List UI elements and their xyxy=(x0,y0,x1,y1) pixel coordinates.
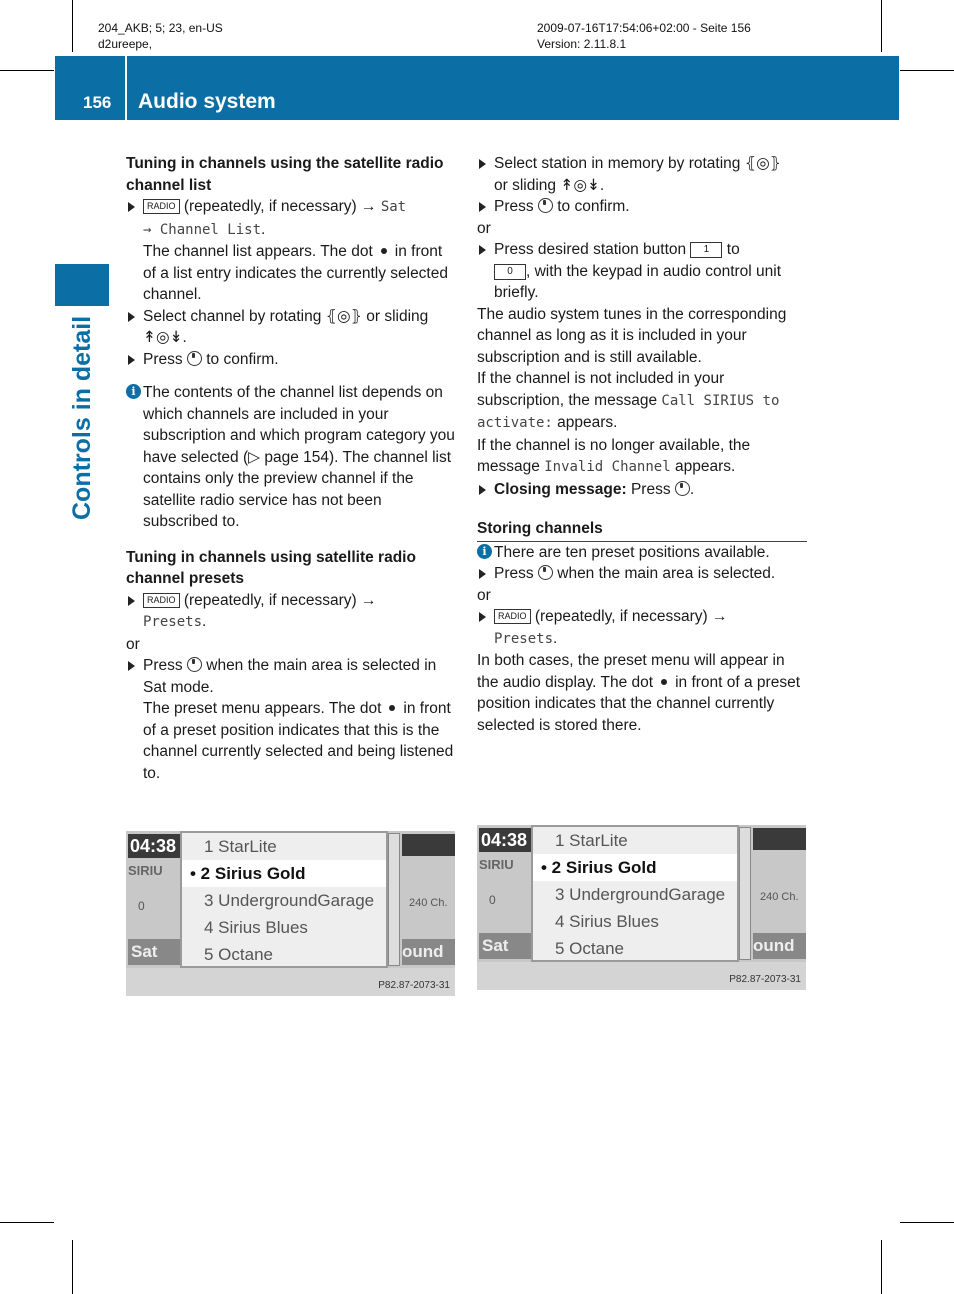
paragraph: In both cases, the preset menu will appear in the audio display. The dot in front of a preset position indicates that the channel currently selected is stored there. xyxy=(477,652,801,734)
preset-list xyxy=(180,831,388,968)
heading-storing: Storing channels xyxy=(477,518,807,542)
knob-press-icon xyxy=(675,481,690,496)
print-meta-left: 204_AKB; 5; 23, en-US d2ureepe, xyxy=(98,21,223,51)
station-key-0: 0 xyxy=(494,264,526,280)
paragraph: The audio system tunes in the corresponding channel as long as it is included in your subscription and is still available. xyxy=(477,305,787,366)
sidebar-label: Controls in detail xyxy=(68,315,96,520)
screen-zero: 0 xyxy=(489,893,496,907)
scrollbar xyxy=(388,833,400,966)
step: RADIO (repeatedly, if necessary) → Presets. xyxy=(477,606,807,650)
step: RADIO (repeatedly, if necessary) → Sat → Channel List. xyxy=(126,196,456,241)
preset-item: 4 Sirius Blues xyxy=(555,912,659,931)
step: Select channel by rotating ⦃◎⦄ or sliding ↟◎↡. xyxy=(126,306,456,349)
preset-item-selected: • 2 Sirius Gold xyxy=(182,860,386,887)
screen-sirius-label: SIRIU xyxy=(479,857,514,872)
crop-mark xyxy=(72,0,73,52)
preset-item: 4 Sirius Blues xyxy=(204,918,308,937)
step: Closing message: Press . xyxy=(477,479,807,501)
crop-mark xyxy=(881,1240,882,1294)
screen-sound-button: ound xyxy=(402,939,455,965)
or-text: or xyxy=(126,635,140,653)
preset-item: 3 UndergroundGarage xyxy=(555,885,726,904)
sidebar-tab xyxy=(55,264,109,306)
crop-mark xyxy=(900,1222,954,1223)
step: Press when the main area is selected in Sat mode. xyxy=(126,655,456,698)
crop-mark xyxy=(72,1240,73,1294)
status-icons xyxy=(753,828,806,850)
preset-item: 1 StarLite xyxy=(204,837,277,856)
paragraph: If the channel is no longer available, the message Invalid Channel appears. xyxy=(477,436,751,475)
preset-item: 5 Octane xyxy=(204,945,273,964)
knob-press-icon xyxy=(538,198,553,213)
right-column xyxy=(477,153,807,736)
display-screenshot xyxy=(126,831,455,996)
screen-sound-button: ound xyxy=(753,933,806,959)
figure-reference: P82.87-2073-31 xyxy=(378,980,450,991)
preset-item: 1 StarLite xyxy=(555,831,628,850)
info-icon: i xyxy=(126,384,141,399)
station-key-1: 1 xyxy=(690,242,722,258)
figure-reference: P82.87-2073-31 xyxy=(729,974,801,985)
or-text: or xyxy=(477,586,491,604)
radio-key-icon: RADIO xyxy=(494,609,531,624)
crop-mark xyxy=(900,70,954,71)
channel-count: 240 Ch. xyxy=(760,891,799,903)
heading-presets: Tuning in channels using satellite radio channel presets xyxy=(126,548,416,587)
dot-icon xyxy=(389,705,395,711)
screen-time: 04:38 xyxy=(479,828,539,852)
dot-icon xyxy=(661,679,667,685)
preset-item: 5 Octane xyxy=(555,939,624,958)
knob-press-icon xyxy=(187,351,202,366)
step: Press to confirm. xyxy=(477,196,807,218)
screen-time: 04:38 xyxy=(128,834,188,858)
radio-key-icon: RADIO xyxy=(143,593,180,608)
page-number: 156 xyxy=(83,93,112,112)
display-screenshot xyxy=(477,825,806,990)
screen-sat-button: Sat xyxy=(128,939,183,965)
header-band xyxy=(55,56,899,120)
step: RADIO (repeatedly, if necessary) → Presets. xyxy=(126,590,456,634)
preset-item: 3 UndergroundGarage xyxy=(204,891,375,910)
channel-count: 240 Ch. xyxy=(409,897,448,909)
step: Press when the main area is selected. xyxy=(477,563,807,585)
print-meta-right: 2009-07-16T17:54:06+02:00 - Seite 156 Version: 2.11.8.1 xyxy=(537,21,751,51)
preset-item-selected: • 2 Sirius Gold xyxy=(533,854,737,881)
knob-press-icon xyxy=(187,657,202,672)
section-title: Audio system xyxy=(138,90,276,113)
paragraph: If the channel is not included in your subscription, the message Call SIRIUS to activate: appears. xyxy=(477,370,780,431)
band-separator xyxy=(125,56,127,120)
step: Press to confirm. xyxy=(126,349,456,371)
scrollbar xyxy=(739,827,751,960)
screen-zero: 0 xyxy=(138,899,145,913)
info-note: i There are ten preset positions available. xyxy=(477,542,807,564)
crop-mark xyxy=(0,1222,54,1223)
dot-icon xyxy=(381,248,387,254)
info-note: i The contents of the channel list depends on which channels are included in your subscription and which program category you have selected (▷ page 154). The channel list contains only the preview channel if the satellite radio service has not been subscribed to. xyxy=(126,382,456,533)
crop-mark xyxy=(0,70,54,71)
paragraph: The channel list appears. The dot in front of a list entry indicates the currently selected channel. xyxy=(143,243,448,303)
heading-channel-list: Tuning in channels using the satellite radio channel list xyxy=(126,155,444,194)
or-text: or xyxy=(477,219,491,237)
info-icon: i xyxy=(477,544,492,559)
left-column xyxy=(126,153,456,784)
screen-sat-button: Sat xyxy=(479,933,534,959)
screen-sirius-label: SIRIU xyxy=(128,863,163,878)
preset-list xyxy=(531,825,739,962)
step: Press desired station button 1 to 0 , with the keypad in audio control unit briefly. xyxy=(477,239,807,304)
knob-press-icon xyxy=(538,565,553,580)
status-icons xyxy=(402,834,455,856)
step: Select station in memory by rotating ⦃◎⦄ or sliding ↟◎↡. xyxy=(477,153,807,196)
radio-key-icon: RADIO xyxy=(143,199,180,214)
paragraph: The preset menu appears. The dot in front of a preset position indicates that this is the channel currently selected and being listened to. xyxy=(143,700,454,782)
crop-mark xyxy=(881,0,882,52)
